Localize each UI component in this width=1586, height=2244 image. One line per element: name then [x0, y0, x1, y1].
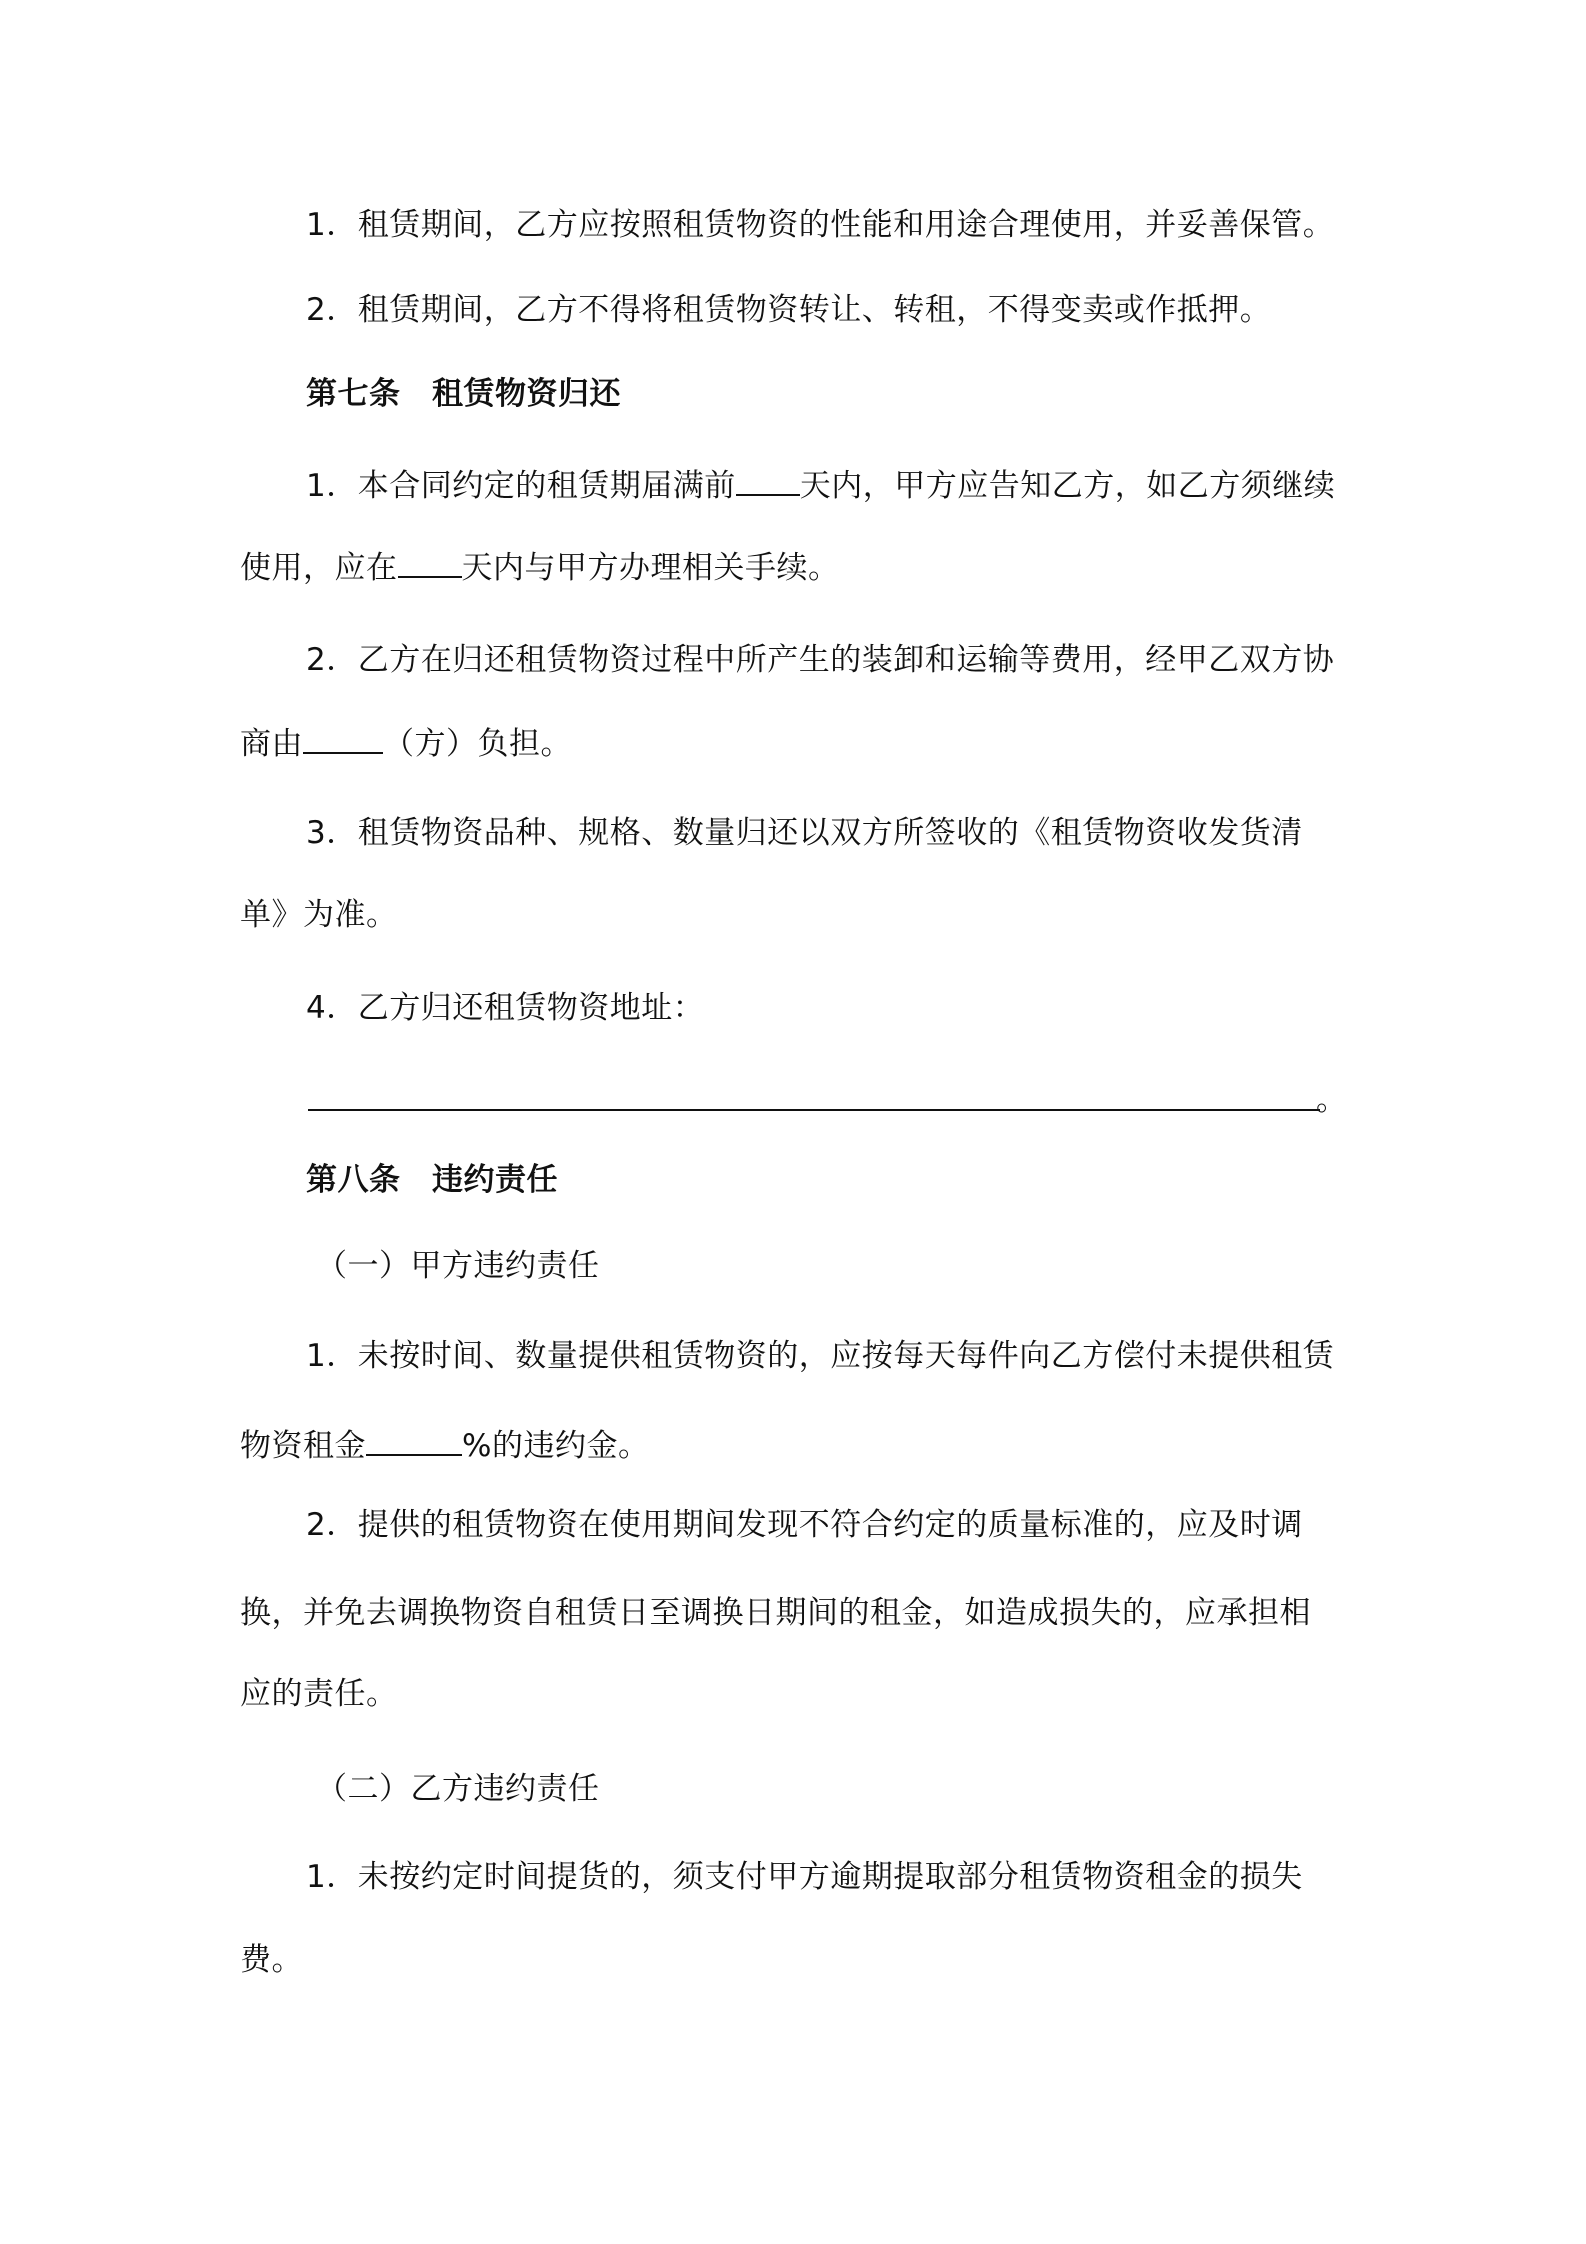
clause-text: 1．租赁期间，乙方应按照租赁物资的性能和用途合理使用，并妥善保管。	[306, 207, 1335, 243]
clause-text: 4．乙方归还租赁物资地址：	[306, 990, 705, 1026]
clause-text: 2．租赁期间，乙方不得将租赁物资转让、转租，不得变卖或作抵押。	[306, 292, 1272, 328]
clause-text: 2．提供的租赁物资在使用期间发现不符合约定的质量标准的，应及时调	[306, 1507, 1303, 1543]
clause-7-item-1-line-1	[306, 464, 1335, 506]
clause-8-1-item-1-line-1	[306, 1336, 1334, 1376]
clause-8-1-item-2-line-1	[306, 1505, 1303, 1545]
blank-return-address	[308, 1109, 1320, 1111]
article-7-heading	[306, 374, 621, 414]
clause-7-item-2-line-1	[306, 640, 1334, 680]
clause-7-item-3-line-1	[306, 813, 1303, 853]
clause-text: 商由	[240, 726, 303, 762]
clause-text: 物资租金	[240, 1428, 366, 1464]
clause-text: 3．租赁物资品种、规格、数量归还以双方所签收的《租赁物资收发货清	[306, 815, 1303, 851]
clause-8-1-item-1-line-2	[240, 1424, 649, 1466]
clause-text: 1．本合同约定的租赁期届满前	[306, 468, 736, 504]
clause-8-1-item-2-line-2	[240, 1593, 1311, 1633]
clause-text: 2．乙方在归还租赁物资过程中所产生的装卸和运输等费用，经甲乙双方协	[306, 642, 1335, 678]
clause-text: 使用，应在	[240, 550, 398, 586]
heading-text: 第八条 违约责任	[306, 1162, 558, 1198]
clause-text: 天内，甲方应告知乙方，如乙方须继续	[799, 468, 1336, 504]
section-2-heading	[316, 1769, 600, 1809]
clause-7-item-3-line-2	[240, 895, 398, 935]
clause-7-item-2-line-2	[240, 722, 572, 764]
clause-8-1-item-2-line-3	[240, 1674, 398, 1714]
heading-text: 第七条 租赁物资归还	[306, 376, 621, 412]
section-text: （二）乙方违约责任	[316, 1771, 600, 1807]
blank-penalty-rate	[366, 1424, 462, 1456]
clause-text: 单》为准。	[240, 897, 398, 933]
clause-text: 费。	[240, 1942, 303, 1978]
article-8-heading	[306, 1160, 558, 1200]
section-1-heading	[316, 1246, 600, 1286]
clause-8-2-item-1-line-1	[306, 1857, 1303, 1897]
clause-text: 应的责任。	[240, 1676, 398, 1712]
section-text: （一）甲方违约责任	[316, 1248, 600, 1284]
clause-6-item-2	[306, 290, 1271, 330]
clause-text: 换，并免去调换物资自租赁日至调换日期间的租金，如造成损失的，应承担相	[240, 1595, 1311, 1631]
clause-text: %的违约金。	[462, 1428, 650, 1464]
blank-responsible-party	[303, 722, 383, 754]
clause-7-item-4	[306, 988, 704, 1028]
clause-text: 天内与甲方办理相关手续。	[461, 550, 840, 586]
clause-text: 1．未按时间、数量提供租赁物资的，应按每天每件向乙方偿付未提供租赁	[306, 1338, 1335, 1374]
blank-days-procedure	[398, 546, 462, 578]
clause-8-2-item-1-line-2	[240, 1940, 303, 1980]
address-period: 。	[1316, 1082, 1347, 1118]
blank-days-before-expiry	[736, 464, 800, 496]
clause-7-item-1-line-2	[240, 546, 840, 588]
clause-text: 1．未按约定时间提货的，须支付甲方逾期提取部分租赁物资租金的损失	[306, 1859, 1303, 1895]
clause-6-item-1	[306, 205, 1334, 245]
clause-text: （方）负担。	[383, 726, 572, 762]
